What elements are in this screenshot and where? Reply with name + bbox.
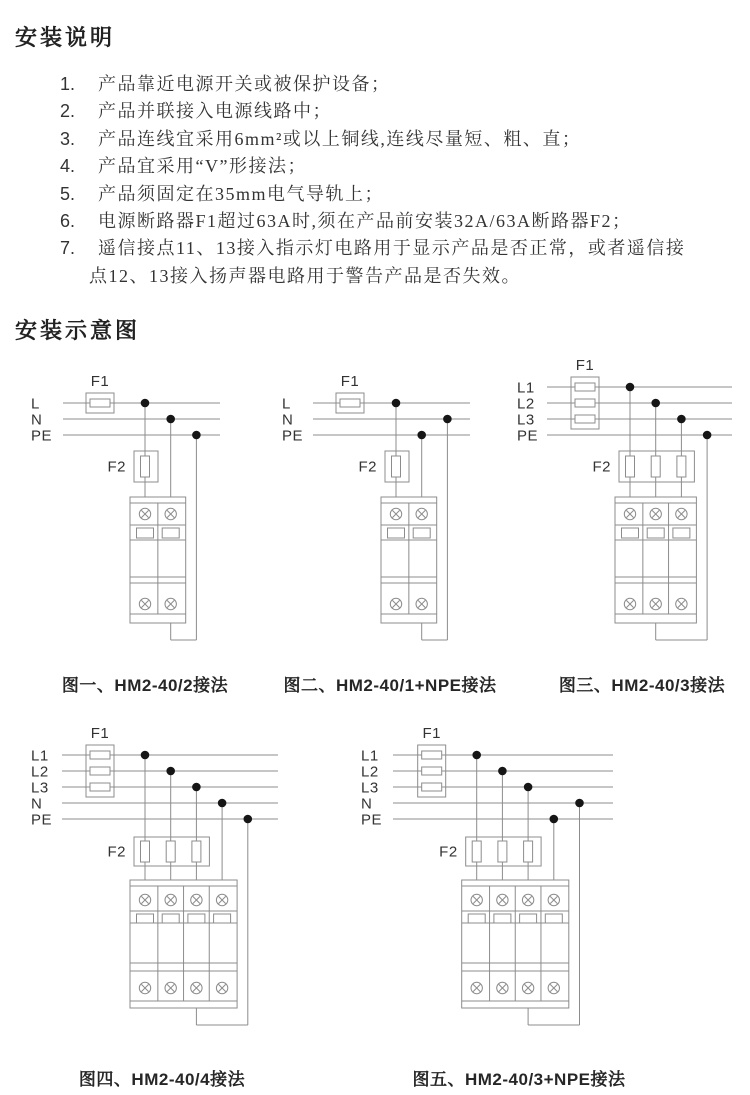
diagram-fig1 <box>31 373 220 640</box>
figure-caption-3: 图三、HM2-40/3接法 <box>558 676 726 695</box>
instruction-text: 电源断路器F1超过63A时,须在产品前安装32A/63A断路器F2； <box>98 211 632 232</box>
junction-dot <box>192 783 201 792</box>
line-label-PE: PE <box>31 427 53 445</box>
instruction-text: 产品宜采用“V”形接法； <box>98 156 307 177</box>
instruction-text: 产品靠近电源开关或被保护设备； <box>98 74 391 94</box>
junction-dot <box>524 783 533 792</box>
junction-dot <box>141 751 150 760</box>
instruction-text: 产品须固定在35mm电气导轨上； <box>98 183 385 204</box>
section-title-installation: 安装说明 <box>15 25 116 50</box>
junction-dot <box>550 815 559 824</box>
instruction-number: 3. <box>60 128 76 149</box>
junction-dot <box>651 399 660 408</box>
junction-dot <box>166 767 175 776</box>
f1-label: F1 <box>340 373 360 390</box>
figure-caption-5: 图五、HM2-40/3+NPE接法 <box>412 1070 626 1089</box>
line-label-L2: L2 <box>31 763 49 781</box>
line-label-PE: PE <box>517 427 539 445</box>
line-label-L: L <box>282 395 291 413</box>
figure-caption-4: 图四、HM2-40/4接法 <box>78 1070 246 1089</box>
f2-label: F2 <box>592 458 611 476</box>
line-label-L2: L2 <box>517 395 535 413</box>
f2-fuse-element <box>192 841 201 862</box>
instruction-number: 6. <box>60 211 76 232</box>
instruction-number: 7. <box>60 238 76 259</box>
f1-fuse-element <box>340 399 360 407</box>
spd-device <box>615 497 696 623</box>
f2-fuse-element <box>141 841 150 862</box>
line-label-L: L <box>31 395 40 413</box>
instruction-text: 产品并联接入电源线路中； <box>98 101 332 122</box>
junction-dot <box>498 767 507 776</box>
line-label-PE: PE <box>361 811 383 829</box>
f2-fuse-element <box>651 456 660 477</box>
line-label-L2: L2 <box>361 763 379 781</box>
f1-fuse-element <box>90 767 110 775</box>
f1-label: F1 <box>575 357 595 374</box>
f2-fuse-element <box>677 456 686 477</box>
line-label-N: N <box>31 795 43 813</box>
junction-dot <box>244 815 253 824</box>
instruction-number: 1. <box>60 74 76 94</box>
f1-fuse-element <box>422 751 442 759</box>
line-label-N: N <box>282 411 294 429</box>
f1-fuse-element <box>575 399 595 407</box>
f1-label: F1 <box>90 373 110 390</box>
f1-fuse-element <box>575 415 595 423</box>
f2-label: F2 <box>358 458 377 476</box>
diagram-fig5 <box>361 725 613 1025</box>
f2-fuse-element <box>498 841 507 862</box>
f2-fuse-element <box>626 456 635 477</box>
section-title-diagrams: 安装示意图 <box>15 318 141 343</box>
line-label-L3: L3 <box>517 411 535 429</box>
instruction-text: 产品连线宜采用6mm²或以上铜线,连线尽量短、粗、直； <box>98 128 582 149</box>
f2-fuse-element <box>392 456 401 477</box>
instruction-text: 点12、13接入扬声器电路用于警告产品是否失效。 <box>89 265 521 286</box>
junction-dot <box>166 415 175 424</box>
junction-dot <box>443 415 452 424</box>
instruction-number: 4. <box>60 156 76 177</box>
spd-device <box>381 497 437 623</box>
f2-fuse-element <box>472 841 481 862</box>
f2-label: F2 <box>439 843 458 861</box>
f1-fuse-element <box>90 751 110 759</box>
junction-dot <box>141 399 150 408</box>
junction-dot <box>192 431 201 440</box>
junction-dot <box>472 751 481 760</box>
diagram-fig4 <box>31 725 278 1025</box>
figure-caption-2: 图二、HM2-40/1+NPE接法 <box>283 676 497 695</box>
f1-fuse-element <box>90 399 110 407</box>
line-label-N: N <box>31 411 43 429</box>
junction-dot <box>626 383 635 392</box>
junction-dot <box>218 799 227 808</box>
f2-fuse-element <box>141 456 150 477</box>
line-label-L3: L3 <box>31 779 49 797</box>
f1-label: F1 <box>90 725 110 742</box>
line-label-L1: L1 <box>517 379 535 397</box>
spd-device <box>462 880 569 1008</box>
f2-label: F2 <box>107 843 126 861</box>
f1-fuse-element <box>422 767 442 775</box>
line-label-N: N <box>361 795 373 813</box>
diagram-fig2 <box>282 373 470 640</box>
spd-device <box>130 497 186 623</box>
f1-fuse-element <box>90 783 110 791</box>
f1-label: F1 <box>422 725 441 742</box>
instruction-number: 5. <box>60 183 76 204</box>
f2-label: F2 <box>107 458 126 476</box>
junction-dot <box>392 399 401 408</box>
line-label-L3: L3 <box>361 779 379 797</box>
figure-caption-1: 图一、HM2-40/2接法 <box>61 676 229 695</box>
junction-dot <box>575 799 584 808</box>
junction-dot <box>677 415 686 424</box>
diagram-fig3 <box>517 357 732 640</box>
f1-fuse-element <box>575 383 595 391</box>
line-label-L1: L1 <box>31 747 49 765</box>
instruction-text: 遥信接点11、13接入指示灯电路用于显示产品是否正常，或者遥信接 <box>98 238 686 259</box>
f1-fuse-element <box>422 783 442 791</box>
f2-fuse-element <box>166 841 175 862</box>
junction-dot <box>703 431 712 440</box>
f2-fuse-element <box>524 841 533 862</box>
instruction-number: 2. <box>60 101 76 122</box>
line-label-PE: PE <box>31 811 53 829</box>
line-label-PE: PE <box>282 427 304 445</box>
spd-device <box>130 880 237 1008</box>
line-label-L1: L1 <box>361 747 379 765</box>
junction-dot <box>417 431 426 440</box>
